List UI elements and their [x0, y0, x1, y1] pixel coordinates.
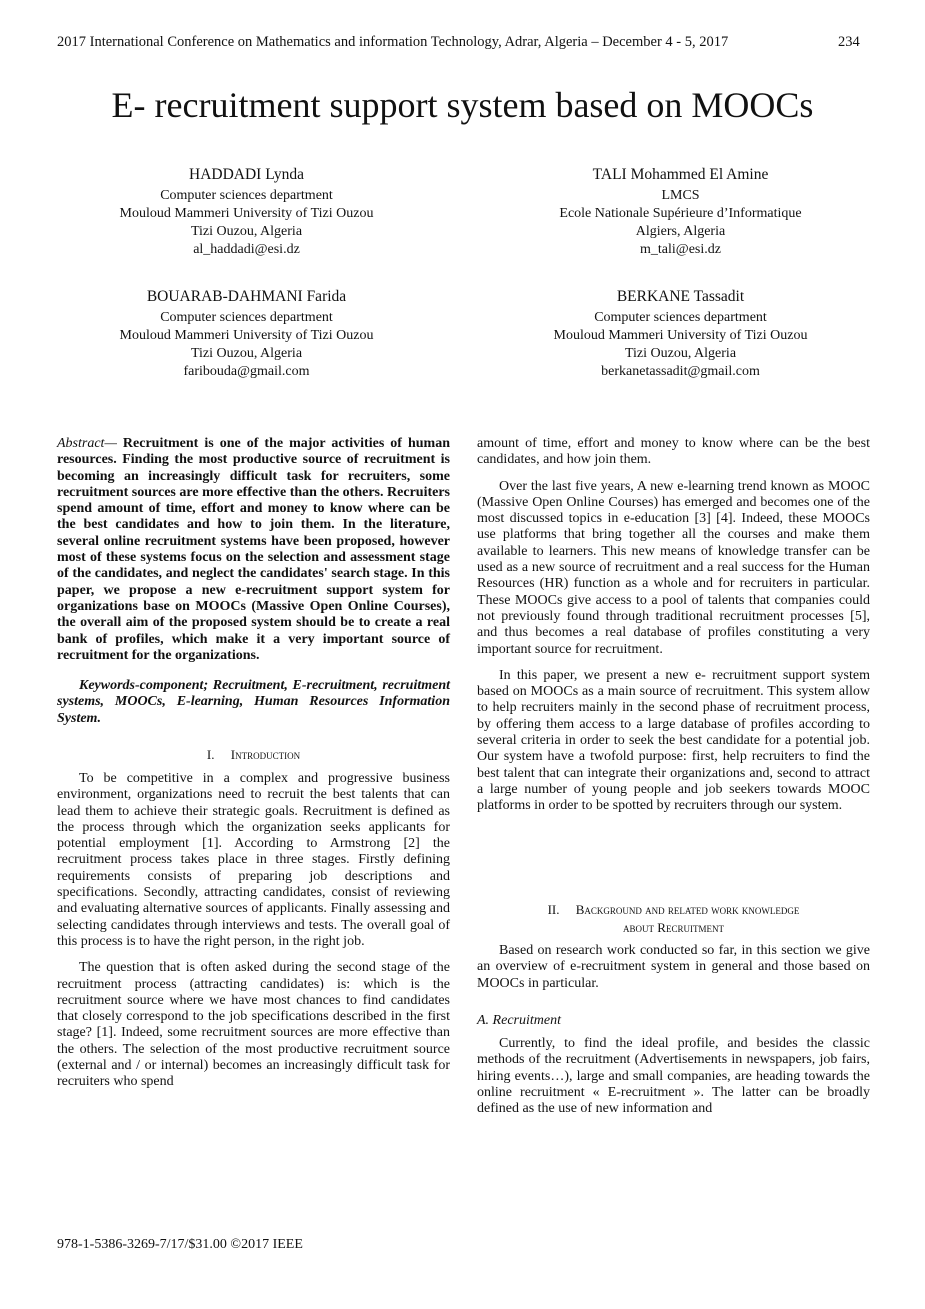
abstract-label: Abstract—: [57, 436, 117, 451]
paragraph-text: Based on research work conducted so far, in this section we give an overview of e-recruitment system in general and those based on MOOCs in particular.: [477, 943, 870, 991]
affiliation: Algiers, Algeria: [635, 224, 726, 239]
paragraph: [477, 1036, 870, 1117]
paragraph: amount of time, effort and money to know where can be the best candidates, and how join them.: [477, 436, 870, 468]
author-email: al_haddadi@esi.dz: [193, 242, 300, 257]
affiliation: Computer sciences department: [594, 310, 767, 325]
author-name: TALI Mohammed El Amine: [592, 166, 769, 183]
running-header: 2017 International Conference on Mathematics and information Technology, Adrar, Algeria – December 4 - 5, 2017: [57, 34, 729, 50]
author-block: [50, 166, 443, 259]
affiliation: Mouloud Mammeri University of Tizi Ouzou: [119, 328, 374, 343]
paragraph: In this paper, we present a new e- recruitment support system based on MOOCs as a main source of recruitment. This system allow to help recruiters mainly in the second phase of recruitment process, by offering them access to a large database of profiles according to several criteria in order to seek the best candidate for a potential job. Our system have a twofold purpose: first, help recruiters to find the best talent that can integrate their organizations and, second to attract a large number of young people and job seekers towards MOOC platforms in order to be spotted by recruiters through our system.: [477, 667, 870, 814]
affiliation: Mouloud Mammeri University of Tizi Ouzou: [119, 206, 374, 221]
body-column-left: [57, 771, 450, 1091]
section-heading: [57, 746, 450, 764]
paper-title: E- recruitment support system based on MOOCs: [111, 85, 814, 125]
author-email: faribouda@gmail.com: [183, 364, 310, 379]
section-number: I.: [206, 747, 215, 762]
section-title: about Recruitment: [623, 920, 724, 935]
affiliation: Tizi Ouzou, Algeria: [190, 224, 303, 239]
paragraph-text: Currently, to find the ideal profile, and besides the classic methods of the recruitment (Advertisements in newspapers, job fairs, hiring events…), large and small companies, are heading towards the online recruitment « E-recruitment ». The latter can be broadly defined as the use of new information and: [477, 1036, 870, 1117]
author-email: berkanetassadit@gmail.com: [601, 364, 760, 379]
author-name: BOUARAB-DAHMANI Farida: [146, 288, 347, 305]
subsection-title: A. Recruitment: [477, 1013, 561, 1028]
paragraph: The question that is often asked during the second stage of the recruitment process (attracting candidates) is: which is the recruitment source where we have most chances to find candidates that closely correspond to the job specifications described in the first stage? [1]. Indeed, some recruitment sources are more effective than the others. The selection of the most productive recruitment source (external and / or internal) becomes an increasingly difficult task for recruiters who spend: [57, 960, 450, 1090]
body-column-right: [477, 436, 870, 815]
abstract-text: Recruitment is one of the major activities of human resources. Finding the most productive source of recruitment is becoming an increasingly difficult task for recruiters, some recruitment sources are more effective than the others. Recruiters spend amount of time, effort and money to know where can be the best candidates and how to join them. In the literature, several online recruitment systems have been proposed, however most of these systems focus on the selection and assessment stage of the candidates, and neglect the candidates' search stage. In this paper, we propose a new e-recruitment support system for organizations base on MOOCs (Massive Open Online Courses), the overall aim of the proposed system should be to create a real bank of profiles, which make it a very important source of recruitment for the organizations.: [57, 436, 450, 663]
author-block: [484, 288, 877, 381]
affiliation: Tizi Ouzou, Algeria: [190, 346, 303, 361]
author-block: [484, 166, 877, 259]
affiliation: Computer sciences department: [160, 310, 333, 325]
affiliation: Computer sciences department: [160, 188, 333, 203]
section-title: Background and related work knowledge: [575, 902, 800, 917]
affiliation: LMCS: [661, 188, 700, 203]
paragraph: Over the last five years, A new e-learning trend known as MOOC (Massive Open Online Courses) has emerged and becomes one of the most discussed topics in e-education [3] [4]. Indeed, these MOOCs use platforms that bring together all the courses and make them available to learners. This new means of knowledge transfer can be used as a new source of recruitment and a real success for the Human Resources (HR) function as a whole and for recruiters in particular. These MOOCs give access to a pool of talents that companies could not previously found through traditional recruitment processes [5], and thus becomes a real database of profiles constituting a very important source for recruitment.: [477, 478, 870, 657]
author-block: [50, 288, 443, 381]
section-title: Introduction: [230, 747, 301, 762]
author-email: m_tali@esi.dz: [640, 242, 721, 257]
author-name: BERKANE Tassadit: [616, 288, 745, 305]
paragraph: To be competitive in a complex and progressive business environment, organizations need to recruit the best talents that can lead them to achieve their strategic goals. Recruitment is defined as the process through which the organization seeks applicants for potential employment [1]. According to Armstrong [2] the recruitment process takes place in three stages. Firstly defining requirements consists of preparing job descriptions and specifications. Secondly, attracting candidates, consist of reviewing and evaluating alternative sources of applicants. Finally assessing and selecting candidates through interviews and tests. The overall goal of this process is to have the right person, in the right job.: [57, 771, 450, 949]
section-number: II.: [547, 902, 560, 917]
keywords: Keywords-component; Recruitment, E-recruitment, recruitment systems, MOOCs, E-learning, Human Resources Information System.: [57, 678, 450, 726]
author-name: HADDADI Lynda: [189, 166, 304, 183]
copyright-footer: 978-1-5386-3269-7/17/$31.00 ©2017 IEEE: [57, 1237, 303, 1252]
abstract: [57, 436, 450, 664]
page-number: 234: [838, 34, 860, 50]
section-heading: [477, 901, 870, 937]
affiliation: Ecole Nationale Supérieure d’Informatique: [559, 206, 802, 221]
paragraph: [477, 943, 870, 992]
affiliation: Mouloud Mammeri University of Tizi Ouzou: [553, 328, 808, 343]
affiliation: Tizi Ouzou, Algeria: [624, 346, 737, 361]
